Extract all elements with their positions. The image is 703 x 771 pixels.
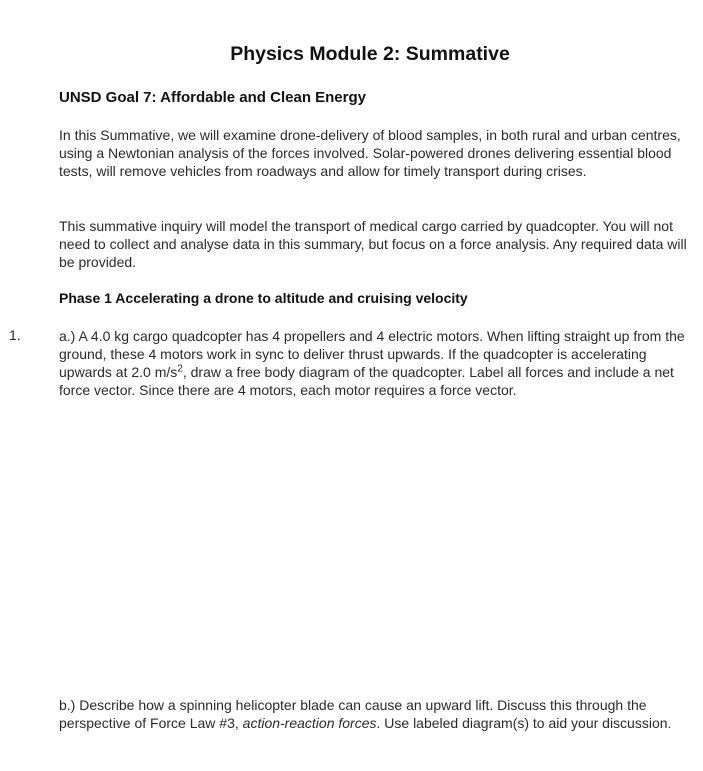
question-1a-superscript: 2	[177, 363, 183, 375]
question-number: 1.	[9, 327, 21, 343]
question-1a-text-end: , draw a free body diagram of the quadcopter. Label all forces and include a net force vector. Since there are 4 motors, each motor requires a force vector.	[59, 364, 674, 398]
intro-paragraph-1: In this Summative, we will examine drone-delivery of blood samples, in both rural and urban centres, using a Newtonian analysis of the forces involved. Solar-powered drones delivering essential blood tests, will remove vehicles from roadways and allow for timely transport during crises.	[59, 127, 681, 179]
question-1b-text-end: . Use labeled diagram(s) to aid your discussion.	[376, 715, 672, 731]
goal-heading: UNSD Goal 7: Affordable and Clean Energy	[59, 89, 366, 106]
intro-paragraph-2: This summative inquiry will model the transport of medical cargo carried by quadcopter. You will not need to collect and analyse data in this summary, but focus on a force analysis. Any required data will be provided.	[59, 218, 687, 270]
question-1b-emphasis: action-reaction forces	[242, 715, 377, 731]
question-1b-text: b.) Describe how a spinning helicopter blade can cause an upward lift. Discuss this through the perspective of Force Law #3,	[59, 697, 647, 731]
question-1b	[59, 696, 689, 732]
page-title: Physics Module 2: Summative	[230, 43, 510, 65]
phase-heading: Phase 1 Accelerating a drone to altitude and cruising velocity	[59, 290, 468, 306]
question-1a	[59, 327, 689, 399]
question-1a-text: a.) A 4.0 kg cargo quadcopter has 4 propellers and 4 electric motors. When lifting straight up from the ground, these 4 motors work in sync to deliver thrust upwards. If the quadcopter is accelerating upwards at 2.0 m/s	[59, 328, 685, 380]
